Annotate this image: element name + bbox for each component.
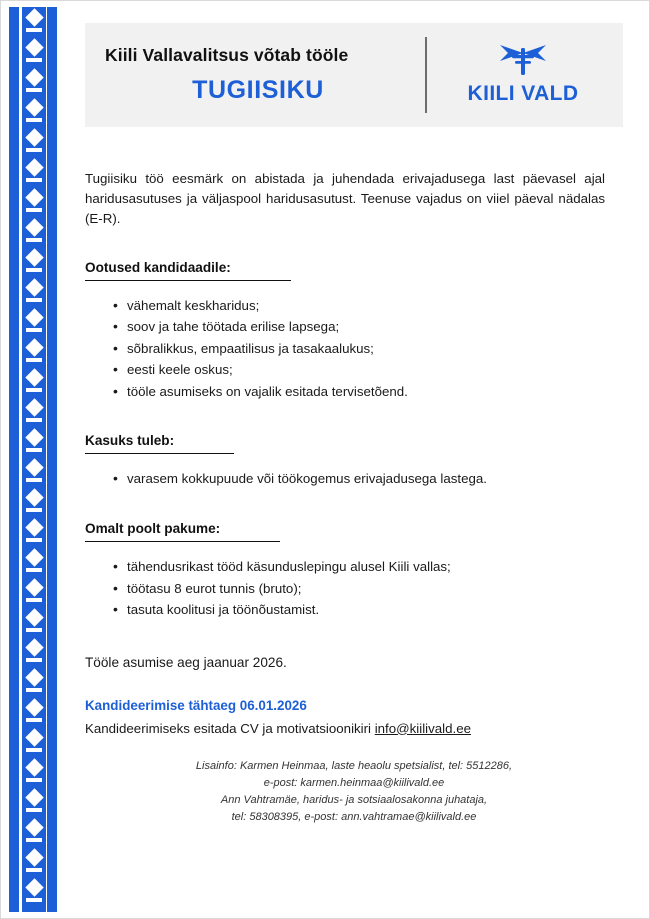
advert-content: [65, 1, 649, 918]
contact-line-3: Ann Vahtramäe, haridus- ja sotsiaalosakonna juhataja,: [220, 793, 488, 806]
start-date-text: Tööle asumise aeg jaanuar 2026.: [85, 654, 287, 670]
pattern-cell: [22, 757, 46, 787]
pattern-cell: [22, 367, 46, 397]
pattern-cell: [22, 337, 46, 367]
contact-footer: [85, 758, 623, 826]
advert-header: [85, 23, 623, 127]
section-title: Omalt poolt pakume:: [85, 521, 280, 542]
header-text-block: [99, 43, 425, 107]
application-email-link[interactable]: info@kiilivald.ee: [374, 720, 471, 736]
pattern-cell: [22, 97, 46, 127]
pattern-cell: [22, 667, 46, 697]
application-instructions-text: Kandideerimiseks esitada CV ja motivatsioonikiri: [85, 720, 375, 736]
list-item: • töötasu 8 eurot tunnis (bruto);: [113, 578, 623, 600]
list-item: • soov ja tahe töötada erilise lapsega;: [113, 316, 623, 338]
intro-paragraph: Tugiisiku töö eesmärk on abistada ja juhendada erivajadusega last päevasel ajal haridusasutuses ja väljaspool haridusasutust. Teenuse vajadus on viiel päeval nädalas (E-R).: [85, 171, 605, 226]
pattern-cell: [22, 547, 46, 577]
page-title: Kiili Vallavalitsus võtab tööle: [105, 45, 349, 65]
organisation-name: KIILI VALD: [467, 82, 579, 105]
pattern-cell: [22, 637, 46, 667]
section-title: Ootused kandidaadile:: [85, 260, 291, 281]
list-item: • eesti keele oskus;: [113, 359, 623, 381]
pattern-cell: [22, 487, 46, 517]
section-offer: [85, 520, 623, 621]
pattern-cell: [22, 157, 46, 187]
expectations-list: [85, 295, 623, 403]
list-item: • tasuta koolitusi ja töönõustamist.: [113, 599, 623, 621]
pattern-cell: [22, 727, 46, 757]
section-expectations: [85, 259, 623, 403]
advantages-list: [85, 468, 623, 490]
pattern-cell: [22, 457, 46, 487]
list-item: • tähendusrikast tööd käsunduslepingu alusel Kiili vallas;: [113, 556, 623, 578]
pattern-cell: [22, 877, 46, 907]
pattern-stripe-right: [47, 7, 57, 912]
pattern-cell: [22, 697, 46, 727]
decorative-pattern-band: [1, 1, 65, 918]
pattern-cell: [22, 847, 46, 877]
pattern-cell: [22, 817, 46, 847]
pattern-cell: [22, 517, 46, 547]
job-role-title: TUGIISIKU: [192, 76, 324, 104]
pattern-cell: [22, 427, 46, 457]
contact-line-2: e-post: karmen.heinmaa@kiilivald.ee: [263, 776, 445, 789]
offer-list: [85, 556, 623, 621]
application-deadline: Kandideerimise tähtaeg 06.01.2026: [85, 697, 307, 713]
contact-line-4: tel: 58308395, e-post: ann.vahtramae@kiilivald.ee: [231, 810, 477, 823]
list-item: • tööle asumiseks on vajalik esitada tervisetõend.: [113, 381, 623, 403]
pattern-diamond-column: [22, 7, 46, 912]
pattern-cell: [22, 127, 46, 157]
pattern-cell: [22, 37, 46, 67]
list-item: • vähemalt keskharidus;: [113, 295, 623, 317]
pattern-cell: [22, 67, 46, 97]
list-item: • sõbralikkus, empaatilisus ja tasakaalukus;: [113, 338, 623, 360]
section-advantages: [85, 432, 623, 490]
pattern-cell: [22, 187, 46, 217]
pattern-cell: [22, 7, 46, 37]
pattern-cell: [22, 307, 46, 337]
kiili-vald-dragonfly-icon: [437, 44, 609, 78]
organisation-logo: [427, 44, 609, 106]
pattern-cell: [22, 577, 46, 607]
pattern-stripe-left: [9, 7, 19, 912]
pattern-cell: [22, 247, 46, 277]
contact-line-1: Lisainfo: Karmen Heinmaa, laste heaolu spetsialist, tel: 5512286,: [195, 759, 513, 772]
pattern-cell: [22, 787, 46, 817]
application-instructions: [85, 721, 623, 736]
pattern-cell: [22, 277, 46, 307]
pattern-cell: [22, 607, 46, 637]
pattern-cell: [22, 217, 46, 247]
pattern-cell: [22, 397, 46, 427]
section-title: Kasuks tuleb:: [85, 433, 234, 454]
list-item: • varasem kokkupuude või töökogemus erivajadusega lastega.: [113, 468, 623, 490]
